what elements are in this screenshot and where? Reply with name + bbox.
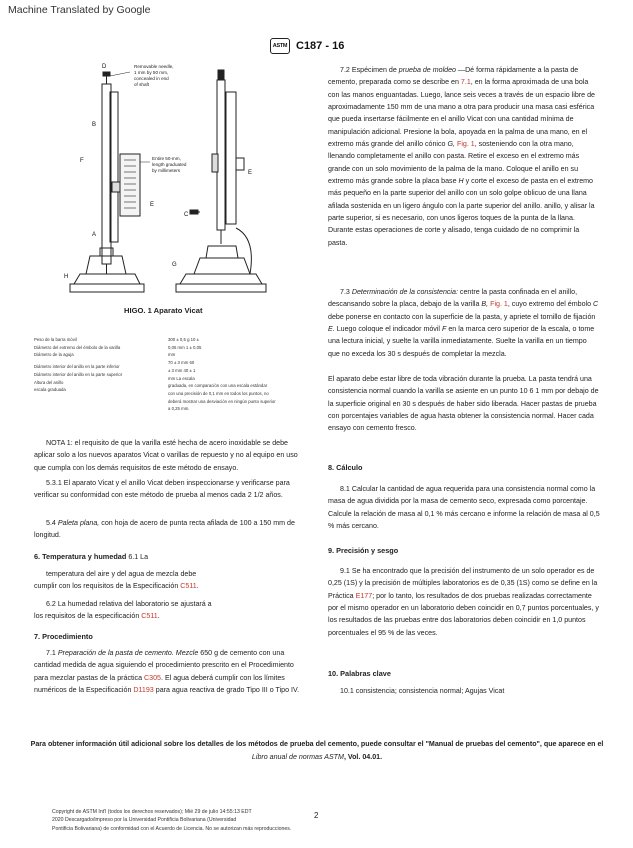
section-7-2: 7.2 Espécimen de prueba de moldeo —Dé forma rápidamente a la pasta de cemento, preparada como se describe en 7.1, en la forma aproximada de una bola con las manos enguantadas. Luego, lance seis veces a través de un espacio libre de aproximadamente 150 mm de una mano a otra para producir una masa casi esférica que pueda insertarse fácilmente en el anillo Vicat con una cantidad mínima de manipulación adicional. Presione la bola, apoyada en la palma de una mano, en el extremo más grande del anillo cónico G, Fig. 1, sosteniendo con la otra mano, llenando completamente el anillo con pasta. Retire el exceso en el extremo más grande con un solo movimiento de la palma de la mano. Coloque el anillo en su extremo más grande sobre la placa base H y corte el exceso de pasta en el extremo más pequeño en la parte superior del anillo con un solo golpe oblicuo de una llana afilada sostenida en un ligero ángulo con la parte superior del anillo. anillo, y alisar la parte superior, si es necesario, con unos ligeros toques de la punta de la llana. Durante estas operaciones de corte y alisado, tenga cuidado de no comprimir la pasta. [328, 66, 595, 247]
vicat-apparatus-drawing [60, 62, 280, 294]
label-a: A [92, 232, 97, 238]
section-5-3-1: 5.3.1 El aparato Vicat y el anillo Vicat deben inspeccionarse y verificarse para verificar su conformidad con este método de prueba al menos cada 2 1/2 años. [34, 479, 290, 500]
label-e2: E [248, 170, 253, 176]
callout-scale: Entire 50-mm, length graduated by millimeters [152, 156, 187, 173]
spec-values: 300 ± 0,5 g 10 ± 0,05 mm 1 ± 0,05 mm 70 ± 3 mm 60 ± 3 mm 40 ± 1 mm La escala graduada, en comparación con una escala estándar con una precisión de 0,1 mm en todos los puntos, no deberá mostrar una desviación en ningún punto superior a 0,25 mm. [168, 337, 276, 412]
link-c511[interactable]: C511 [180, 582, 197, 590]
machine-translated-banner: Machine Translated by Google [8, 4, 151, 16]
note-1: NOTA 1: el requisito de que la varilla esté hecha de acero inoxidable se debe aplicar solo a los nuevos aparatos Vicat o varillas de repuesto y no al equipo en uso que cumpla con los demás requisitos de este método de ensayo. [34, 439, 298, 472]
link-c511-2[interactable]: C511 [141, 612, 158, 620]
callout-needle: Removable needle, 1 mm by 50 mm, concealed in end of shaft [134, 64, 174, 87]
heading-6: 6. Temperatura y humedad [34, 552, 127, 561]
section-9-1: 9.1 Se ha encontrado que la precisión del instrumento de un solo operador es de 0,25 (1S) y la precisión de múltiples laboratorios es de 0,35 (1S) como se define en la Práctica E177; por lo tanto, los resultados de dos pruebas realizadas correctamente por el mismo operador en un laboratorio deben coincidir en 0,7 puntos porcentuales, y los resultados de las pruebas entre dos laboratorios deben coincidir en 1,0 puntos porcentuales el 95 % de las veces. [328, 567, 599, 637]
link-fig-1-b[interactable]: Fig. 1 [490, 300, 508, 309]
heading-8: 8. Cálculo [328, 463, 363, 472]
heading-9: 9. Precisión y sesgo [328, 546, 399, 555]
heading-7: 7. Procedimiento [34, 632, 93, 641]
link-fig-1[interactable]: Fig. 1 [456, 140, 475, 149]
astm-logo-icon: ASTM [270, 38, 290, 54]
vicat-apparatus-figure [60, 62, 280, 294]
link-c305[interactable]: C305 [144, 673, 161, 682]
section-7-1: 7.1 Preparación de la pasta de cemento. Mezcle 650 g de cemento con una cantidad medida de agua siguiendo el procedimiento prescrito en el Procedimiento para mezclar pastas de la práctica C305. El agua deberá cumplir con los límites numéricos de la Especificación D1193 para agua reactiva de grado Tipo III o Tipo IV. [34, 649, 300, 695]
label-h: H [64, 274, 69, 280]
link-7-1[interactable]: 7.1 [460, 78, 471, 87]
bottom-note: Para obtener información útil adicional sobre los detalles de los métodos de prueba del cemento, puede consultar el "Manual de pruebas del cemento", que aparece en el Libro anual de normas ASTM, Vol. 04.01. [30, 740, 604, 761]
page-number: 2 [314, 811, 319, 820]
label-g: G [172, 262, 177, 268]
section-8-1: 8.1 Calcular la cantidad de agua requerida para una consistencia normal como la masa de agua dividida por la masa de cemento seco, expresada como porcentaje. Calcule la relación de masa al 0,1 % más cercano e informe la relación de masa al 0,5 % más cercano. [328, 485, 600, 531]
label-f: F [80, 158, 84, 164]
link-e177[interactable]: E177 [355, 591, 373, 600]
section-6-2-ref: los requisitos de la especificación C511. [34, 612, 160, 620]
section-7-3: 7.3 Determinación de la consistencia: centre la pasta confinada en el anillo, descansando sobre la placa, debajo de la varilla B, Fig. 1, cuyo extremo del émbolo C debe ponerse en contacto con la superficie de la pasta, y apriete el tornillo de fijación E. Luego coloque el indicador móvil F en la marca cero superior de la escala, o tome una lectura inicial, y suelte la varilla inmediatamente. Suelte la varilla en un tiempo que no exceda los 30 s después de completar la mezcla. [328, 288, 599, 358]
standard-header [270, 38, 344, 54]
copyright-footer: Copyright de ASTM Int'l (todos los derechos reservados); Mié 29 de julio 14:55:13 EDT 2020 Descargado/impreso por la Universidad Pontificia Bolivariana (Universidad Pontificia Bolivariana) de conformidad con el Acuerdo de Licencia. No se autorizan más reproducciones. [52, 809, 292, 832]
label-b: B [92, 122, 97, 128]
standard-designation: C187 - 16 [296, 40, 345, 52]
heading-10: 10. Palabras clave [328, 669, 391, 678]
section-6-1-line: temperatura del aire y del agua de mezcla debe [46, 570, 197, 578]
section-10-1: 10.1 consistencia; consistencia normal; Agujas Vicat [340, 687, 505, 695]
section-6: 6. Temperatura y humedad 6.1 La [34, 552, 149, 561]
label-c: C [184, 212, 189, 218]
label-e: E [150, 202, 155, 208]
figure-caption: HIGO. 1 Aparato Vicat [124, 306, 203, 315]
section-5-4: 5.4 Paleta plana, con hoja de acero de punta recta afilada de 100 a 150 mm de longitud. [34, 519, 295, 540]
section-7-3-cont: El aparato debe estar libre de toda vibración durante la prueba. La pasta tendrá una consistencia normal cuando la varilla se asiente en un punto 10 6 1 mm por debajo de la superficie original en 30 s después de haber sido liberada. Hacer pastas de prueba con porcentajes variables de agua hasta obtener la consistencia normal. Hacer cada ensayo con cemento fresco. [328, 375, 599, 433]
label-d: D [102, 64, 107, 70]
section-6-1-ref: cumplir con los requisitos de la Especificación C511. [34, 582, 199, 590]
section-6-2: 6.2 La humedad relativa del laboratorio se ajustará a [46, 600, 212, 608]
link-d1193[interactable]: D1193 [133, 686, 154, 695]
spec-labels: Peso de la barra móvil Diámetro del extremo del émbolo de la varilla Diámetro de la aguja Diámetro interior del anillo en la parte inferior Diámetro interior del anillo en la parte superior Altura del anillo escala graduada [34, 337, 123, 393]
